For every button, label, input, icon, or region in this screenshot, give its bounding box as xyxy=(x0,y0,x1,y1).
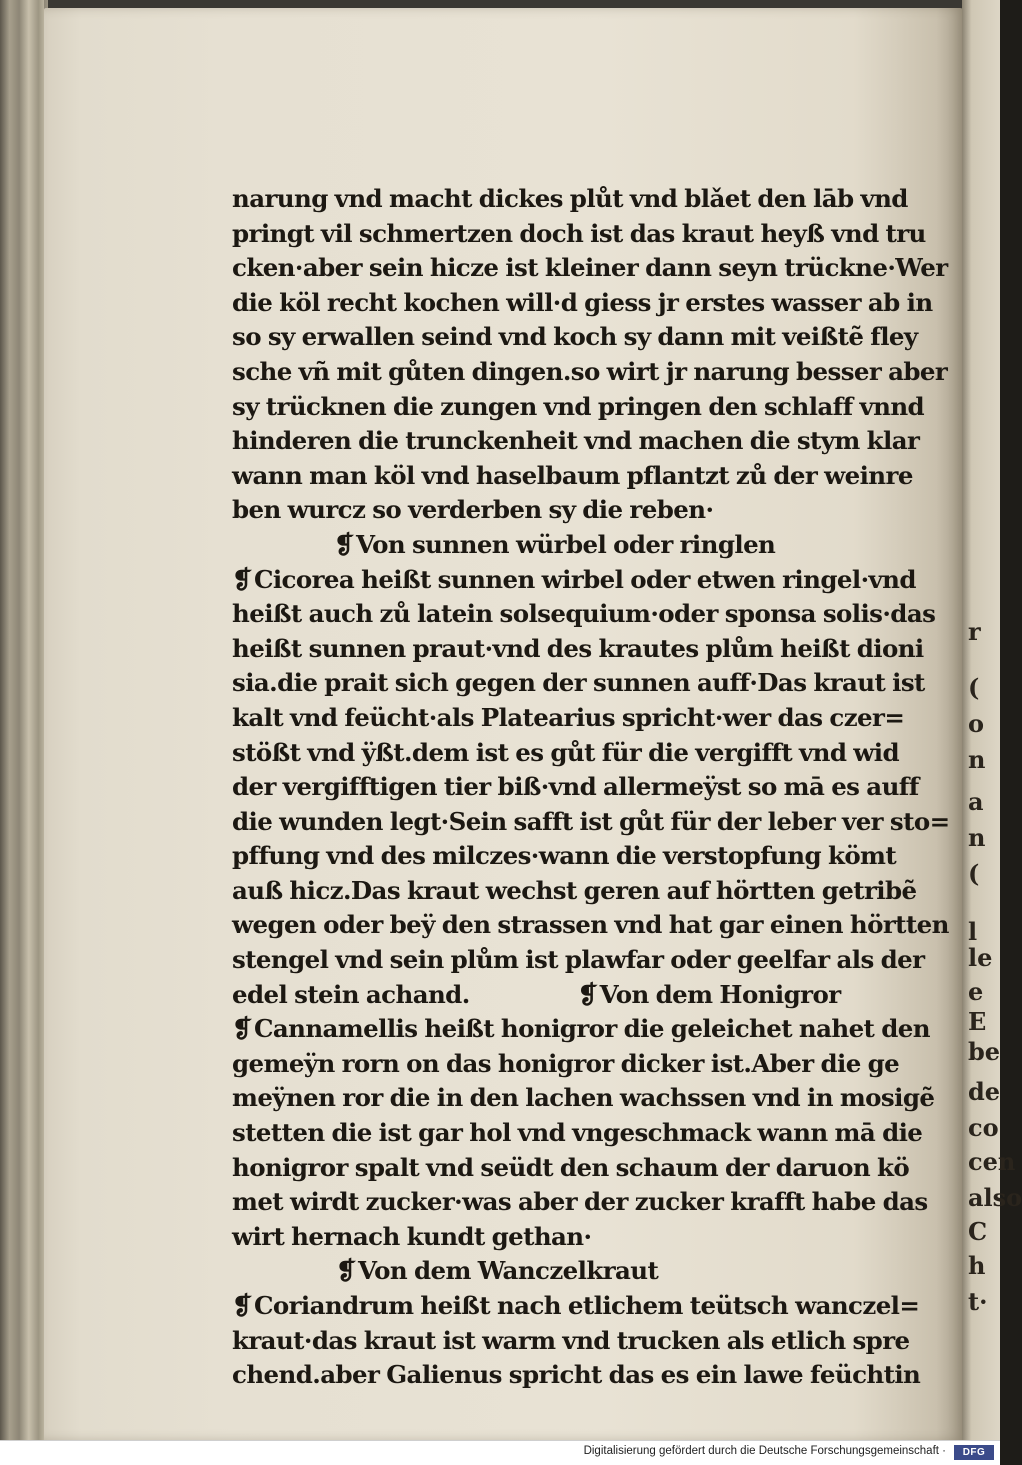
text-line xyxy=(232,1116,923,1151)
text-line xyxy=(232,597,936,632)
text-line xyxy=(232,459,913,494)
line-text: der vergifftigen tier biß·vnd allermeÿst so mā es auff xyxy=(232,772,919,802)
pilcrow-mark: ❡ xyxy=(336,1256,356,1286)
text-line xyxy=(232,1358,921,1393)
line-text: sche vñ mit gůten dingen.so wirt jr narung besser aber xyxy=(232,356,948,386)
line-text: heißt auch zů latein solsequium·oder sponsa solis·das xyxy=(232,599,936,629)
facing-page-fragment: E xyxy=(968,1007,987,1036)
line-text: sia.die prait sich gegen der sunnen auff·Das kraut ist xyxy=(232,668,925,698)
section-heading-wanczelkraut xyxy=(232,1254,854,1289)
page-text-block xyxy=(232,182,950,1393)
line-text: Coriandrum heißt nach etlichem teütsch wanczel= xyxy=(253,1291,920,1320)
text-line xyxy=(232,805,950,840)
text-line xyxy=(232,424,920,459)
line-text: kalt vnd feücht·als Platearius spricht·wer das czer= xyxy=(232,702,905,732)
pilcrow-mark: ❡ xyxy=(334,529,354,559)
facing-page-fragment: ( xyxy=(968,673,980,702)
text-line xyxy=(232,1012,930,1047)
line-text: pringt vil schmertzen doch ist das kraut heyß vnd tru xyxy=(232,218,926,248)
section-heading-honigror xyxy=(578,980,841,1009)
facing-page-fragment: co xyxy=(968,1113,999,1142)
line-text: narung vnd macht dickes plůt vnd blǎet den lāb vnd xyxy=(232,184,908,213)
facing-page-fragment: o xyxy=(968,709,985,738)
heading-text: Von dem Honigror xyxy=(599,979,841,1009)
facing-page-fragment: n xyxy=(968,823,986,852)
heading-text: Von sunnen würbel oder ringlen xyxy=(355,529,776,559)
facing-page-fragment: l xyxy=(968,917,978,946)
text-line xyxy=(232,182,908,217)
pilcrow-mark: ❡ xyxy=(232,1291,252,1320)
text-line xyxy=(232,666,925,701)
facing-page-fragment: le xyxy=(968,943,993,972)
text-line xyxy=(232,563,916,598)
pilcrow-mark: ❡ xyxy=(232,564,252,594)
left-page-edges xyxy=(0,0,48,1440)
text-line xyxy=(232,320,918,355)
line-text: met wirdt zucker·was aber der zucker krafft habe das xyxy=(232,1187,928,1217)
facing-page-fragment: also xyxy=(968,1183,1022,1212)
pilcrow-mark: ❡ xyxy=(577,979,598,1009)
pilcrow-mark: ❡ xyxy=(232,1014,252,1044)
text-line xyxy=(232,874,917,909)
line-text: Cicorea heißt sunnen wirbel oder etwen ringel·vnd xyxy=(253,564,916,594)
text-line xyxy=(232,493,854,528)
text-line xyxy=(232,943,925,978)
line-text: stengel vnd sein plům ist plawfar oder geelfar als der xyxy=(232,945,925,975)
line-text: wirt hernach kundt gethan· xyxy=(232,1221,592,1251)
text-line xyxy=(232,1047,900,1082)
line-text: wann man köl vnd haselbaum pflantzt zů der weinre xyxy=(232,460,913,490)
text-line xyxy=(232,286,933,321)
digitization-footer xyxy=(0,1440,1000,1465)
line-text: meÿnen ror die in den lachen wachssen vnd in mosigẽ xyxy=(232,1083,935,1113)
text-line-with-heading xyxy=(232,978,854,1013)
line-text: kraut·das kraut ist warm vnd trucken als etlich spre xyxy=(232,1325,910,1355)
text-line xyxy=(232,908,949,943)
facing-page-fragment: a xyxy=(968,787,984,816)
dfg-logo: DFG xyxy=(954,1445,994,1460)
line-text: heißt sunnen praut·vnd des krautes plům heißt dioni xyxy=(232,633,924,663)
paragraph-coriandrum xyxy=(232,1289,921,1393)
facing-page-fragment: n xyxy=(968,745,986,774)
facing-page-fragment: e xyxy=(968,977,984,1006)
text-line xyxy=(232,1289,920,1324)
footer-credit: Digitalisierung gefördert durch die Deutsche Forschungsgemeinschaft · xyxy=(583,1445,946,1457)
facing-page-fragment: r xyxy=(968,617,981,646)
line-text: so sy erwallen seind vnd koch sy dann mit veißtẽ fley xyxy=(232,322,918,352)
paragraph-cicorea xyxy=(232,563,950,978)
text-line xyxy=(232,632,924,667)
line-text: honigror spalt vnd seüdt den schaum der daruon kö xyxy=(232,1152,910,1182)
line-text: wegen oder beÿ den strassen vnd hat gar einen hörtten xyxy=(232,910,949,940)
line-text: die wunden legt·Sein safft ist gůt für der leber ver sto= xyxy=(232,806,950,836)
line-text: sy trücknen die zungen vnd pringen den schlaff vnnd xyxy=(232,391,925,421)
facing-page-sliver xyxy=(962,0,1022,1440)
text-line: edel stein achand. xyxy=(232,979,470,1009)
text-line xyxy=(232,839,897,874)
text-line xyxy=(232,1081,935,1116)
facing-page-fragment: t· xyxy=(968,1287,988,1316)
line-text: cken·aber sein hicze ist kleiner dann seyn trückne·Wer xyxy=(232,253,948,283)
text-line xyxy=(232,251,948,286)
text-line xyxy=(232,1185,928,1220)
section-heading-sunnenwirbel xyxy=(232,528,854,563)
line-text: die köl recht kochen will·d giess jr erstes wasser ab in xyxy=(232,287,933,317)
text-line xyxy=(232,770,919,805)
paragraph-cannamellis xyxy=(232,1012,935,1254)
facing-page-fragment: C xyxy=(968,1217,988,1246)
line-text: ben wurcz so verderben sy die reben· xyxy=(232,495,714,525)
facing-page-fragment: de xyxy=(968,1077,1001,1106)
text-line xyxy=(232,217,926,252)
text-line xyxy=(232,1220,854,1255)
text-line xyxy=(232,1151,910,1186)
text-line xyxy=(232,701,905,736)
text-line xyxy=(232,736,900,771)
text-line xyxy=(232,1324,910,1359)
facing-page-fragment: be xyxy=(968,1037,1001,1066)
facing-page-fragment: h xyxy=(968,1251,986,1280)
opening-paragraph xyxy=(232,182,948,528)
facing-page-fragment: ( xyxy=(968,859,980,888)
line-text: hinderen die trunckenheit vnd machen die stym klar xyxy=(232,426,920,456)
text-line xyxy=(232,390,925,425)
line-text: stößt vnd ÿßt.dem ist es gůt für die vergifft vnd wid xyxy=(232,737,900,767)
line-text: stetten die ist gar hol vnd vngeschmack wann mā die xyxy=(232,1118,923,1148)
line-text: gemeÿn rorn on das honigror dicker ist.Aber die ge xyxy=(232,1048,900,1078)
heading-text: Von dem Wanczelkraut xyxy=(357,1256,659,1286)
line-text: auß hicz.Das kraut wechst geren auf hörtten getribẽ xyxy=(232,875,917,905)
facing-page-fragment: cen xyxy=(968,1147,1016,1176)
text-line xyxy=(232,355,948,390)
line-text: chend.aber Galienus spricht das es ein lawe feüchtin xyxy=(232,1360,921,1390)
line-text: Cannamellis heißt honigror die geleichet nahet den xyxy=(253,1014,930,1044)
line-text: pffung vnd des milczes·wann die verstopfung kömt xyxy=(232,841,897,871)
